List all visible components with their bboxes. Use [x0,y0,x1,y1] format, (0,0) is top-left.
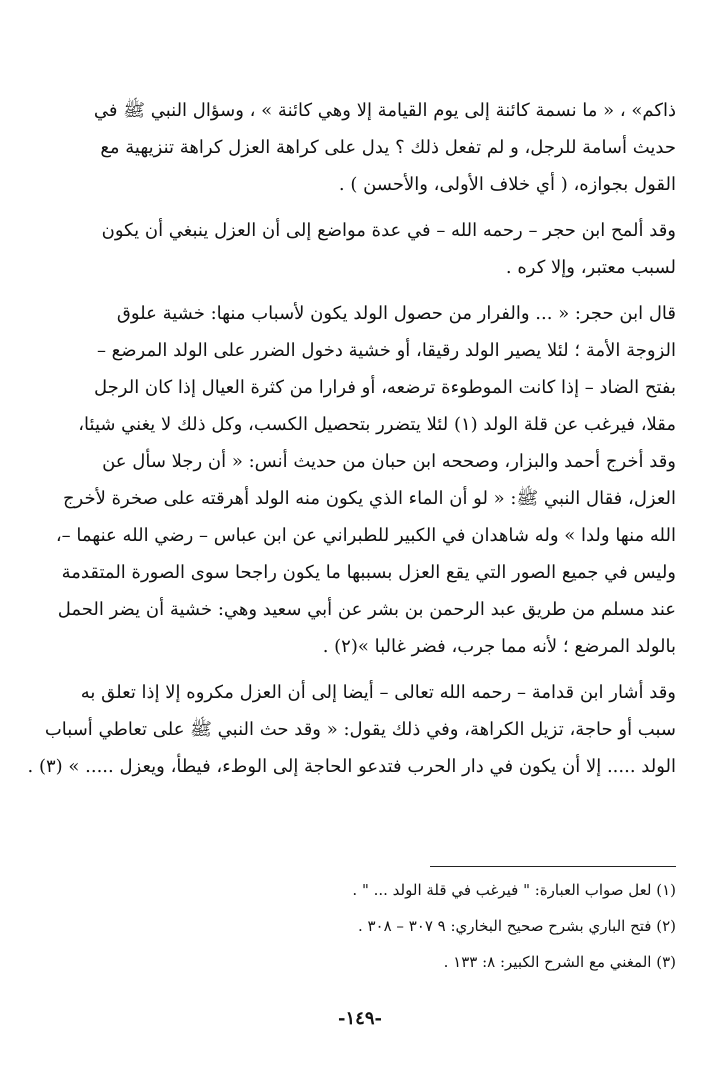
text-line: قال ابن حجر: « ... والفرار من حصول الولد يكون لأسباب منها: خشية علوق [116,303,676,324]
paragraph-4 [27,674,676,785]
text-line: بالولد المرضع ؛ لأنه مما جرب، فضر غالبا »(٢) . [322,636,676,657]
paragraph-2 [70,212,676,286]
paragraph-1 [70,92,676,203]
text-line: وقد أخرج أحمد والبزار، وصححه ابن حبان من حديث أنس: « أن رجلا سأل عن [102,451,676,472]
text-line: وقد ألمح ابن حجر – رحمه الله – في عدة مواضع إلى أن العزل ينبغي أن يكون [101,220,676,241]
paragraph-3 [55,295,676,665]
text-line: مقلا، فيرغب عن قلة الولد (١) لئلا يتضرر بتحصيل الكسب، وكل ذلك لا يغني شيئا، [78,414,676,435]
page-number: -١٤٩- [338,1008,382,1029]
text-line: القول بجوازه، ( أي خلاف الأولى، والأحسن ) . [338,174,676,195]
text-line: لسبب معتبر، وإلا كره . [505,257,676,278]
text-line: الولد ..... إلا أن يكون في دار الحرب فتدعو الحاجة إلى الوطء، فيطأ، ويعزل ..... » (٣) . [27,756,676,777]
text-line: بفتح الضاد – إذا كانت الموطوءة ترضعه، أو فرارا من كثرة العيال إذا كان الرجل [94,377,676,398]
text-line: عند مسلم من طريق عبد الرحمن بن بشر عن أبي سعيد وهي: خشية أن يضر الحمل [57,599,676,620]
text-line: وليس في جميع الصور التي يقع العزل بسببها ما يكون راجحا سوى الصورة المتقدمة [61,562,676,583]
text-line: الله منها ولدا » وله شاهدان في الكبير للطبراني عن ابن عباس – رضي الله عنهما –، [55,525,676,546]
main-text [27,92,676,785]
text-line: ذاكم» ، « ما نسمة كائنة إلى يوم القيامة إلا وهي كائنة » ، وسؤال النبي ﷺ في [93,100,676,121]
footnotes [250,872,676,980]
text-line: حديث أسامة للرجل، و لم تفعل ذلك ؟ يدل على كراهة العزل كراهة تنزيهية مع [100,137,676,158]
footnote-2: (٢) فتح الباري بشرح صحيح البخاري: ٩ ٣٠٧ – ٣٠٨ . [357,917,676,935]
footnote-1: (١) لعل صواب العبارة: " فيرغب في قلة الولد ... " . [352,881,676,899]
text-line: وقد أشار ابن قدامة – رحمه الله تعالى – أيضا إلى أن العزل مكروه إلا إذا تعلق به [80,682,676,703]
text-line: الزوجة الأمة ؛ لئلا يصير الولد رقيقا، أو خشية دخول الضرر على الولد المرضع – [96,340,676,361]
footnote-3: (٣) المغني مع الشرح الكبير: ٨: ١٣٣ . [443,953,676,971]
text-line: العزل، فقال النبي ﷺ: « لو أن الماء الذي يكون منه الولد أهرقته على صخرة لأخرج [62,488,676,509]
footnote-divider [430,866,676,867]
text-line: سبب أو حاجة، تزيل الكراهة، وفي ذلك يقول: « وقد حث النبي ﷺ على تعاطي أسباب [44,719,676,740]
